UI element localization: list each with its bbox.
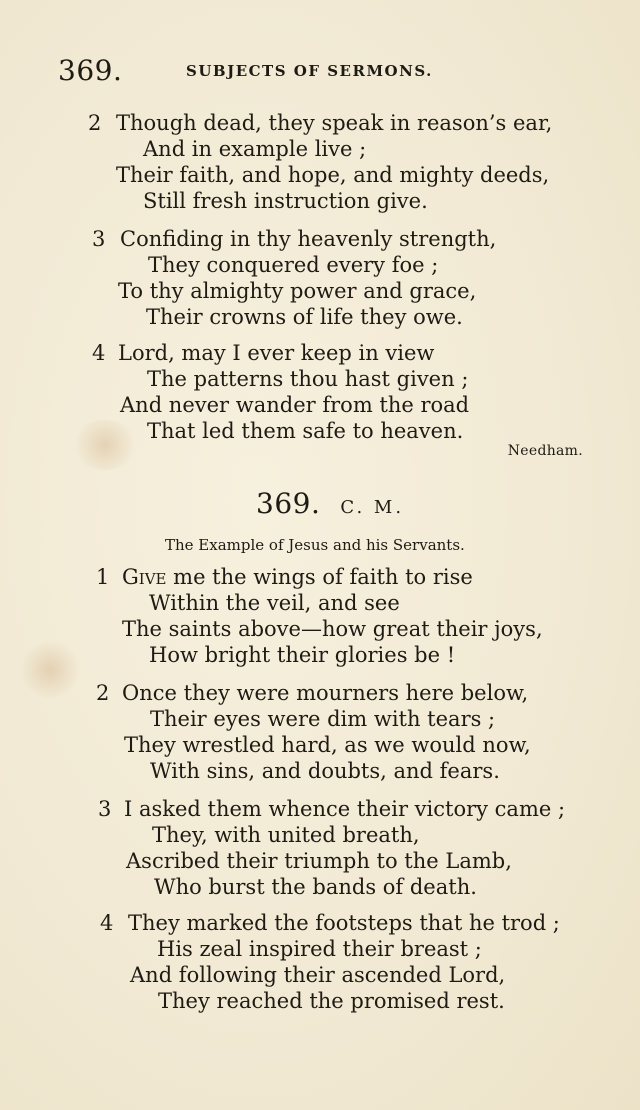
running-title: SUBJECTS OF SERMONS. <box>186 62 433 80</box>
verse-line: Once they were mourners here below, <box>122 681 529 705</box>
verse-line: That led them safe to heaven. <box>147 419 464 443</box>
paper-stain <box>70 420 140 470</box>
hymn-heading <box>256 487 404 520</box>
verse-line: They, with united breath, <box>152 823 420 847</box>
verse-line: His zeal inspired their breast ; <box>157 937 482 961</box>
verse-line: And in example live ; <box>143 137 367 161</box>
verse-number: 4 <box>92 341 106 365</box>
verse-line: And following their ascended Lord, <box>130 963 506 987</box>
verse-line <box>122 564 473 590</box>
hymn-number: 369. <box>256 487 321 520</box>
verse-line: Ascribed their triumph to the Lamb, <box>126 849 512 873</box>
hymn-subtitle: The Example of Jesus and his Servants. <box>165 536 465 554</box>
first-word: Give <box>122 565 167 589</box>
verse-number: 1 <box>96 565 110 589</box>
verse-line: Confiding in thy heavenly strength, <box>120 227 497 251</box>
verse-line: Still fresh instruction give. <box>143 189 428 213</box>
verse-number: 2 <box>88 111 102 135</box>
paper-stain <box>20 640 80 700</box>
verse-line: Their faith, and hope, and mighty deeds, <box>116 163 550 187</box>
verse-line-rest: me the wings of faith to rise <box>166 565 473 589</box>
verse-line: How bright their glories be ! <box>149 643 456 667</box>
verse-line: I asked them whence their victory came ; <box>124 797 566 821</box>
verse-line: Who burst the bands of death. <box>154 875 477 899</box>
verse-line: They conquered every foe ; <box>148 253 439 277</box>
hymn-meter: C. M. <box>340 497 405 518</box>
verse-line: The patterns thou hast given ; <box>147 367 469 391</box>
verse-line: They marked the footsteps that he trod ; <box>128 911 560 935</box>
verse-line: Though dead, they speak in reason’s ear, <box>116 111 553 135</box>
verse-number: 3 <box>92 227 106 251</box>
verse-number: 3 <box>98 797 112 821</box>
verse-number: 2 <box>96 681 110 705</box>
verse-number: 4 <box>100 911 114 935</box>
verse-line: The saints above—how great their joys, <box>122 617 543 641</box>
verse-line: To thy almighty power and grace, <box>118 279 477 303</box>
author-attribution: Needham. <box>507 443 583 459</box>
running-head <box>58 54 478 94</box>
verse-line: Their crowns of life they owe. <box>146 305 463 329</box>
verse-line: And never wander from the road <box>120 393 470 417</box>
verse-line: They reached the promised rest. <box>158 989 505 1013</box>
page-number: 369. <box>58 54 123 87</box>
verse-line: They wrestled hard, as we would now, <box>124 733 531 757</box>
verse-line: Lord, may I ever keep in view <box>118 341 435 365</box>
verse-line: Their eyes were dim with tears ; <box>150 707 496 731</box>
verse-line: Within the veil, and see <box>149 591 400 615</box>
verse-line: With sins, and doubts, and fears. <box>150 759 500 783</box>
